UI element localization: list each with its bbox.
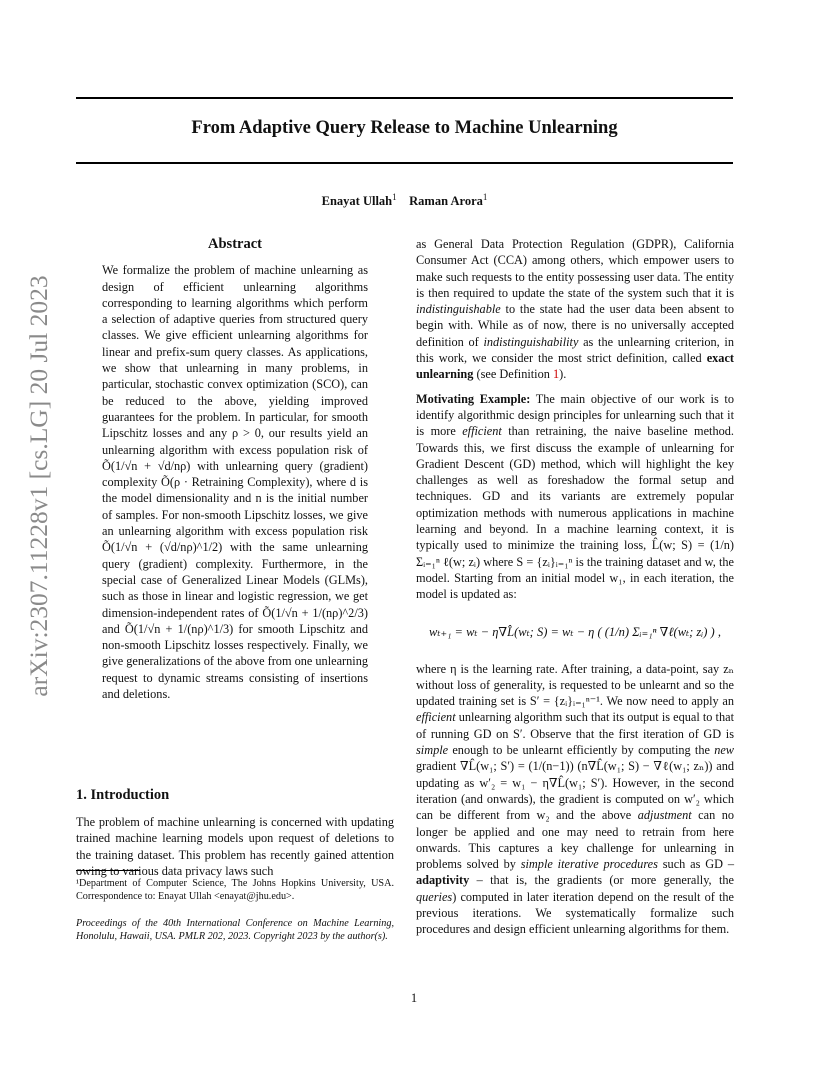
arxiv-watermark [24, 274, 54, 697]
abstract-text: We formalize the problem of machine unlearning as design of efficient unlearning algorithms corresponding to learning algorithms which perform a selection of adaptive queries from structured query classes. We give efficient unlearning algorithms for linear and prefix-sum query classes. As applications, we show that unlearning in many problems, in particular, stochastic convex optimization (SCO), can be reduced to the above, yielding improved guarantees for the problem. In particular, for smooth Lipschitz losses and any ρ > 0, our results yield an unlearning algorithm with excess population risk of Õ(1/√n + √d/nρ) with unlearning query (gradient) complexity Õ(ρ · Retraining Complexity), where d is the model dimensionality and n is the initial number of samples. For non-smooth Lipschitz losses, we give an unlearning algorithm with excess population risk Õ(1/√n + (√d/nρ)^1/2) with the same unlearning query (gradient) complexity. Furthermore, in the special case of Generalized Linear Models (GLMs), such as those in linear and logistic regression, we get dimension-independent rates of Õ(1/√n + 1/(nρ)^2/3) and Õ(1/√n + 1/(nρ)^1/3) for smooth Lipschitz and non-smooth Lipschitz losses respectively. Finally, we give generalizations of the above from one unlearning request to dynamic streams consisting of insertions and deletions. [102, 263, 368, 702]
display-equation: wₜ₊₁ = wₜ − η∇L̂(wₜ; S) = wₜ − η ( (1/n) Σᵢ₌₁ⁿ ∇ℓ(wₜ; zᵢ) ) , [429, 624, 721, 639]
author-affiliation-mark: 1 [392, 192, 397, 202]
section-heading-introduction: 1. Introduction [76, 787, 170, 803]
title-rule-bottom [76, 162, 733, 164]
paragraph: as General Data Protection Regulation (GDPR), California Consumer Act (CCA) among others, which empower users to make such requests to the entity possessing user data. The entity is then required to update the state of the system such that it is indistinguishable to the state had the user data been absent to begin with. While as of now, there is no universally accepted definition of indistinguishability as the unlearning criterion, in this work, we consider the most strict definition, called exact unlearning (see Definition 1). [416, 237, 734, 382]
definition-link[interactable]: 1 [552, 367, 560, 382]
page-number: 1 [410, 991, 418, 1005]
author-affiliation-mark: 1 [482, 192, 488, 202]
title-rule-top [76, 97, 733, 99]
abstract-heading: Abstract [208, 236, 262, 252]
paper-title: From Adaptive Query Release to Machine Unlearning [191, 118, 618, 138]
footnote-affiliation: ¹Department of Computer Science, The Johns Hopkins University, USA. Correspondence to: Enayat Ullah <enayat@jhu.edu>. [76, 878, 394, 902]
paragraph-label: Motivating Example: [416, 391, 531, 406]
author-list [76, 192, 733, 209]
left-column [76, 236, 394, 942]
footnote-proceedings: Proceedings of the 40th International Conference on Machine Learning, Honolulu, Hawaii, USA. PMLR 202, 2023. Copyright 2023 by the author(s). [76, 918, 394, 942]
arxiv-identifier: arXiv:2307.11228v1 [cs.LG] 20 Jul 2023 [24, 274, 53, 697]
paragraph-motivating-example: Motivating Example: The main objective of our work is to identify algorithmic design principles for unlearning such that it is more efficient than retraining, the naive baseline method. Towards this, we first discuss the example of unlearning for Gradient Descent (GD) method, which will highlight the key challenges as well as foreshadow the formal setup and techniques. GD and its variants are extremely popular optimization methods with numerous applications in machine learning and beyond. In a machine learning context, it is typically used to minimize the training loss, L̂(w; S) = (1/n) Σᵢ₌₁ⁿ ℓ(w; zᵢ) where S = {zᵢ}ᵢ₌₁ⁿ is the training dataset and w, the model. Starting from an initial model w₁, in each iteration, the model is updated as: [416, 391, 734, 602]
right-column [416, 236, 734, 938]
introduction-text: The problem of machine unlearning is concerned with updating trained machine learning models upon request of deletions to the training dataset. This problem has recently gained attention owing to various data privacy laws such [76, 815, 394, 878]
footnote-rule [76, 870, 140, 871]
author-name: Enayat Ullah [321, 194, 393, 209]
paragraph: where η is the learning rate. After training, a data-point, say zₙ without loss of generality, is requested to be unlearnt and so the updated training set is S′ = {zᵢ}ᵢ₌₁ⁿ⁻¹. We now need to apply an efficient unlearning algorithm such that its output is equal to that of running GD on S′. Observe that the first iteration of GD is simple enough to be unlearnt efficiently by computing the new gradient ∇L̂(w₁; S′) = (1/(n−1)) (n∇L̂(w₁; S) − ∇ℓ(w₁; zₙ)) and updating as w′₂ = w₁ − η∇L̂(w₁; S′). However, in the second iteration (and onwards), the gradient is computed on w′₂ which can be different from w₂ and the above adjustment can no longer be applied and one may need to retrain from here onwards. This captures a key challenge for unlearning in problems solved by simple iterative procedures such as GD – adaptivity – that is, the gradients (or more generally, the queries) computed in later iteration depend on the result of the previous iterations. We systematically formalize such procedures and design efficient unlearning algorithms for them. [416, 661, 734, 937]
author-name: Raman Arora [409, 194, 483, 209]
